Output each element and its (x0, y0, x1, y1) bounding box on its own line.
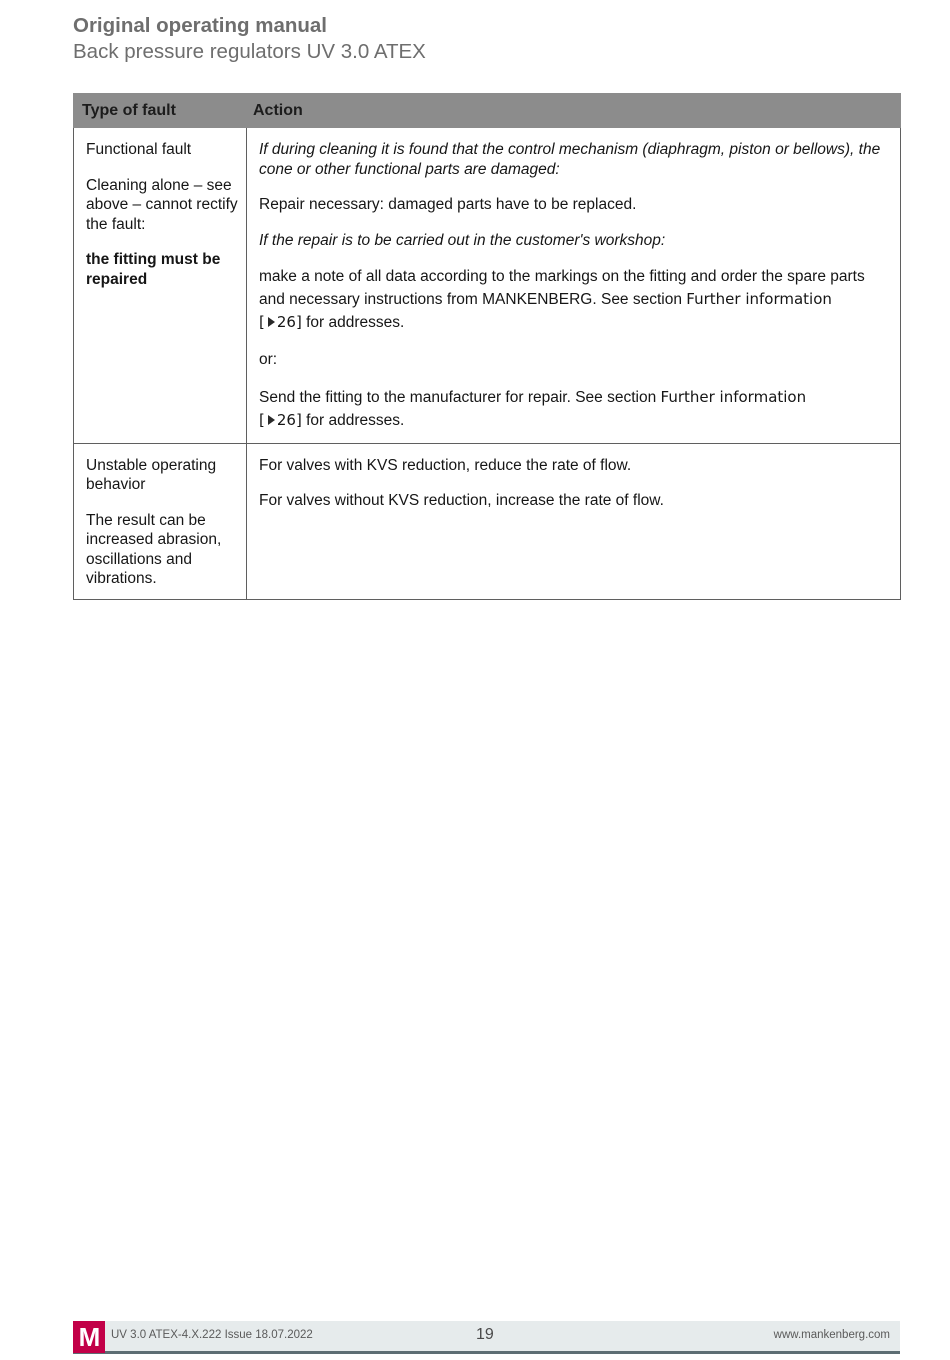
page-reference-bracket: [ (259, 410, 265, 429)
fault-name: Functional fault (86, 141, 192, 158)
page-reference-link[interactable]: 26] (276, 313, 302, 331)
footer-document-id: UV 3.0 ATEX-4.X.222 Issue 18.07.2022 (111, 1329, 313, 1341)
action-paragraph: If during cleaning it is found that the control mechanism (diaphragm, piston or bellows), the cone or other functional parts are damaged: (259, 141, 881, 178)
action-paragraph (259, 386, 888, 432)
table-row (74, 128, 901, 444)
footer-website: www.mankenberg.com (773, 1329, 890, 1341)
table-header-row (74, 94, 901, 128)
action-text: make a note of all data according to the markings on the fitting and order the spare parts and necessary instructions from MANKENBERG. See section (259, 268, 865, 308)
page-footer (73, 1321, 900, 1354)
column-header-action: Action (247, 94, 901, 128)
document-title: Original operating manual (73, 14, 328, 37)
action-cell (247, 128, 901, 444)
fault-name: Unstable operating behavior (86, 456, 217, 493)
action-text: for addresses. (306, 411, 405, 429)
cross-reference-link[interactable]: Further information (660, 387, 807, 406)
cross-reference-link[interactable]: Further information (686, 290, 832, 308)
fault-action-table (73, 93, 901, 600)
action-paragraph: For valves with KVS reduction, reduce the rate of flow. (259, 456, 632, 474)
column-header-type-of-fault: Type of fault (74, 94, 247, 128)
action-paragraph: or: (259, 351, 278, 368)
mankenberg-logo-icon: M (73, 1321, 105, 1353)
action-paragraph: If the repair is to be carried out in the customer's workshop: (259, 231, 666, 249)
fault-type-cell (74, 443, 247, 599)
document-header (73, 13, 903, 65)
page-number: 19 (476, 1326, 494, 1343)
action-cell (247, 443, 901, 599)
action-paragraph: For valves without KVS reduction, increase the rate of flow. (259, 492, 664, 509)
page-reference-arrow-icon (268, 415, 275, 425)
fault-description: The result can be increased abrasion, oscillations and vibrations. (86, 511, 222, 587)
page-reference-bracket: [ (259, 313, 265, 331)
fault-type-cell (74, 128, 247, 444)
action-paragraph (259, 266, 888, 334)
fault-description: Cleaning alone – see above – cannot rectify the fault: (86, 176, 238, 233)
action-paragraph: Repair necessary: damaged parts have to be replaced. (259, 196, 637, 213)
action-text: Send the fitting to the manufacturer for repair. See section (259, 388, 657, 406)
page-reference-arrow-icon (268, 317, 275, 327)
fault-conclusion: the fitting must be repaired (86, 251, 221, 288)
document-subtitle: Back pressure regulators UV 3.0 ATEX (73, 40, 426, 63)
table-row (74, 443, 901, 599)
page-reference-link[interactable]: 26] (276, 410, 302, 429)
action-text: for addresses. (306, 314, 405, 331)
